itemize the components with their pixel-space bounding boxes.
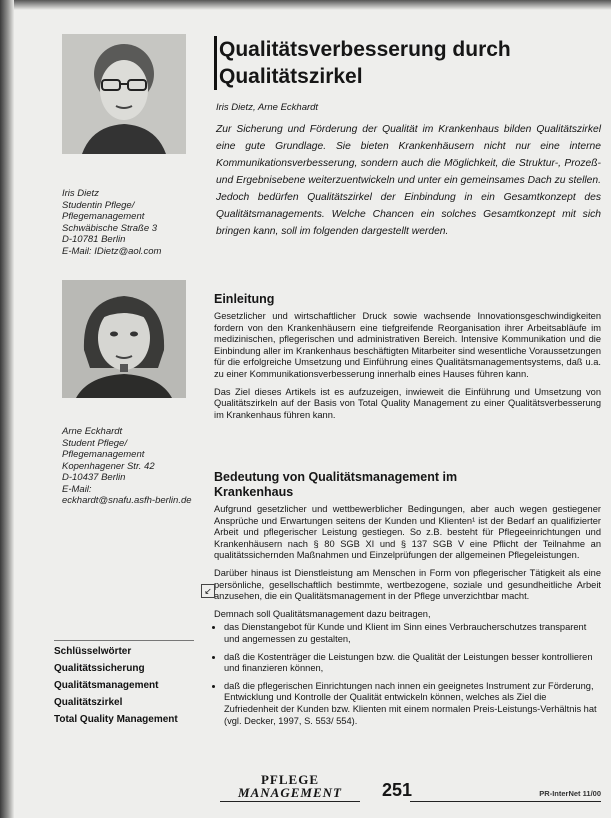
section-heading-line: Krankenhaus <box>214 485 294 499</box>
portrait-woman-image <box>62 34 186 154</box>
author-2-name: Arne Eckhardt <box>62 426 123 437</box>
paragraph: Demnach soll Qualitätsmanagement dazu beitragen, <box>214 608 431 619</box>
list-item: • das Dienstangebot für Kunde und Klient im Sinn eines Verbraucherschutzes transparent und angemessen zu gestalten, <box>224 622 601 645</box>
author-2-email[interactable]: eckhardt@snafu.asfh-berlin.de <box>62 495 192 506</box>
footer-rule <box>410 801 601 802</box>
list-item: • daß die pflegerischen Einrichtungen nach innen ein geeignetes Instrument zur Förderung, Entwicklung und Kontrolle der Qualität entwickeln können, welches als Ziel die Zufriedenheit der Kunden bzw. Klienten mit einem normalen Preis-Leistungs-Verhältnis hat (vgl. Decker, 1997, S. 553/ 554). <box>224 681 601 727</box>
keywords-heading: Schlüsselwörter <box>54 646 132 657</box>
author-2-city: D-10437 Berlin <box>62 472 126 483</box>
keyword-item: Qualitätszirkel <box>54 697 123 708</box>
logo-text-top: PFLEGE <box>260 772 319 787</box>
portrait-man-image <box>62 280 186 398</box>
journal-logo <box>220 774 360 804</box>
scan-shadow-left <box>0 0 14 818</box>
paragraph: Das Ziel dieses Artikels ist es aufzuzeigen, inwieweit die Einführung und Umsetzung von Qualitätszirkeln auf der Basis von Total Quality Management zu einer Qualitätsverbesserung im Krankenhaus führen kann. <box>214 386 601 420</box>
logo-underline <box>220 801 360 802</box>
page-footer <box>214 774 601 808</box>
author-2-line: Pflegemanagement <box>62 449 145 460</box>
article-authors: Iris Dietz, Arne Eckhardt <box>216 102 319 113</box>
section-heading <box>214 470 601 500</box>
paragraph: Darüber hinaus ist Dienstleistung am Menschen in Form von pflegerischer Tätigkeit als eine persönliche, gesellschaftlich bestimmte, wertbezogene, soziale und gesundheitliche Arbeit anzusehen, die ein Qualitätsmanagement in der Pflege unverzichtbar macht. <box>214 567 601 602</box>
author-1-line: Pflegemanagement <box>62 211 145 222</box>
author-1-line: Studentin Pflege/ <box>62 199 135 211</box>
author-1-city: D-10781 Berlin <box>62 234 126 245</box>
author-1-email[interactable]: E-Mail: IDietz@aol.com <box>62 245 162 257</box>
article-title <box>214 36 601 90</box>
author-photo-2 <box>62 280 186 398</box>
author-photo-1 <box>62 34 186 154</box>
sidebar <box>48 18 208 808</box>
keyword-item: Total Quality Management <box>54 714 178 725</box>
page-number: 251 <box>382 780 413 800</box>
logo-text-bottom: MANAGEMENT <box>238 785 342 800</box>
section-quality-management <box>214 470 601 733</box>
author-2-line: Student Pflege/ <box>62 437 127 449</box>
article-header <box>214 36 601 240</box>
list-item: • daß die Kostenträger die Leistungen bzw. die Qualität der Leistungen besser kontrollieren und finanzieren können, <box>224 652 601 675</box>
author-2-address: Kopenhagener Str. 42 <box>62 460 155 472</box>
author-1-address: Schwäbische Straße 3 <box>62 222 158 234</box>
keywords-divider <box>54 640 194 641</box>
author-2-caption <box>62 426 192 507</box>
issue-label: PR-InterNet 11/00 <box>539 789 601 798</box>
section-heading: Einleitung <box>214 292 275 306</box>
article-title-line: Qualitätsverbesserung durch <box>219 38 511 61</box>
section-heading-line: Bedeutung von Qualitätsmanagement im <box>214 470 458 484</box>
keywords-box <box>54 640 194 728</box>
article-abstract: Zur Sicherung und Förderung der Qualität im Krankenhaus bilden Qualitätszirkel eine gute Grundlage. Sie bieten Krankenhäusern nicht nur eine interne Kommunikationsverbesserung, sondern auch die Möglichkeit, die Struktur-, Prozeß- und Ergebnisebene weiterzuentwickeln und unter ein gemeinsames Dach zu stellen. Jedoch bedürfen Qualitätszirkel der Einbindung in ein Gesamtkonzept des Qualitätsmanagements. Welche Chancen ein solches Gesamtkonzept mit sich bringen kann, soll im folgenden dargestellt werden. <box>216 124 601 237</box>
article-title-line: Qualitätszirkel <box>219 65 363 88</box>
margin-arrow-icon: ↙ <box>201 584 215 598</box>
bullet-list <box>214 622 601 727</box>
author-1-caption <box>62 188 161 257</box>
keyword-item: Qualitätsmanagement <box>54 680 159 691</box>
keyword-item: Qualitätssicherung <box>54 663 145 674</box>
paragraph: Gesetzlicher und wirtschaftlicher Druck sowie wachsende Innovationsgeschwindigkeiten fordern von den Krankenhäusern eine tiefgreifende Reorganisation ihrer Arbeitsabläufe im medizinischen, pflegerischen und administrativen Bereich. Intensive Kommunikation und die Einbindung aller im Krankenhaus beschäftigten Mitarbeiter sind wesentliche Voraussetzungen für die erfolgreiche Umsetzung und Einführung eines Qualitätsmanagementsystems, daß u.a. zu einer Kommunikationsverbesserung innerhalb eines Hauses führen kann. <box>214 311 601 379</box>
scan-shadow-top <box>0 0 611 10</box>
author-2-email-label: E-Mail: <box>62 483 92 495</box>
author-1-name: Iris Dietz <box>62 188 99 199</box>
paragraph: Aufgrund gesetzlicher und wettbewerblicher Bedingungen, aber auch wegen gestiegener Ansprüche und Erwartungen seitens der Kunden und Klienten¹ ist der Bedarf an qualifizierter Arbeit und pflegerischer Leistung gestiegen. So z.B. besteht für Pflegeeinrichtungen und Krankenhäusern nach § 80 SGB XI und § 137 SGB V eine Pflicht der Teilnahme an qualitätssichernden Maßnahmen und Einzelprüfungen der allgemeinen Pflegeleistungen. <box>214 504 601 561</box>
section-introduction <box>214 292 601 427</box>
